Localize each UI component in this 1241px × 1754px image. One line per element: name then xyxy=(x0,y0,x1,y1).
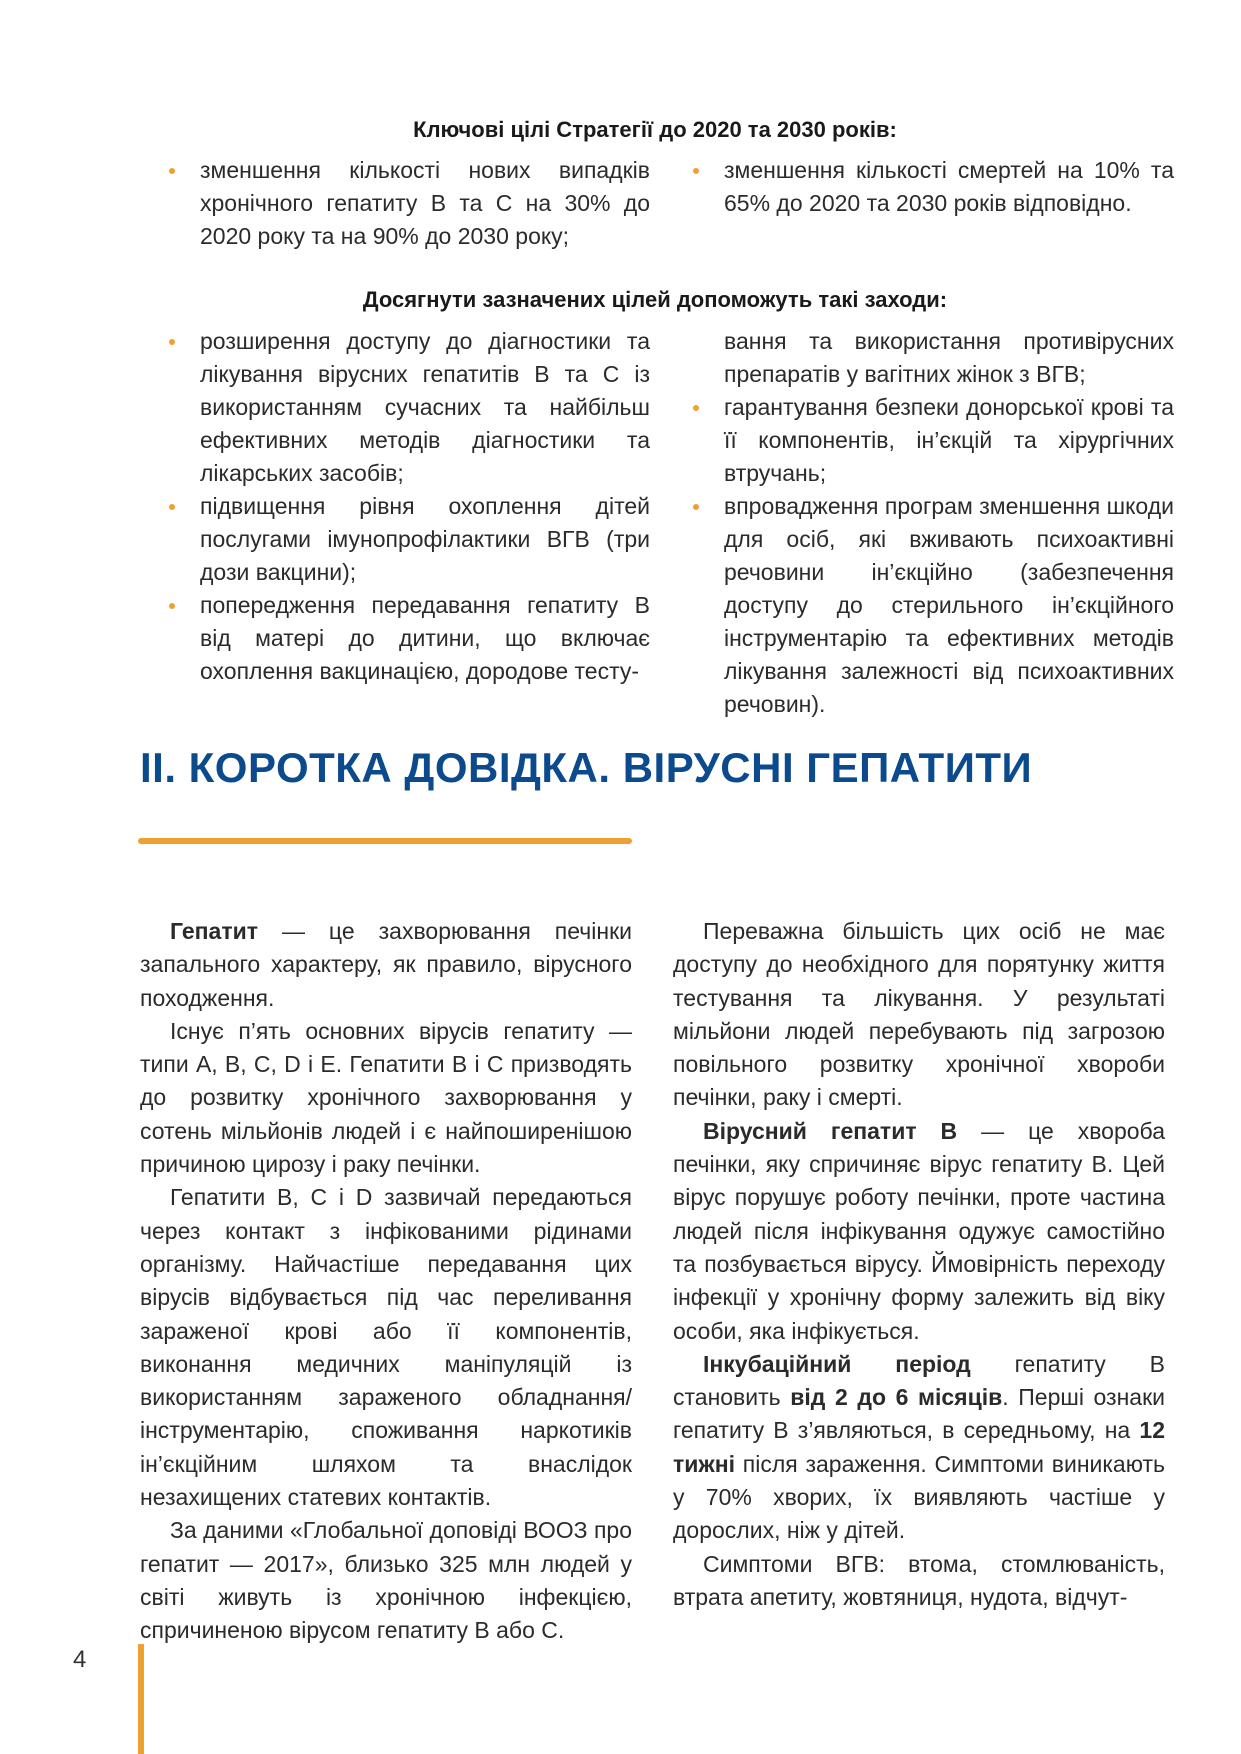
measures-left-column xyxy=(140,325,650,688)
term-hepatitis: Гепатит xyxy=(170,918,259,944)
chapter-title: ІІ. КОРОТКА ДОВІДКА. ВІРУСНІ ГЕПАТИТИ xyxy=(140,744,1033,791)
list-item: зменшення кількості нових випадків хронічного гепатиту В та С на 30% до 2020 року та на 90% до 2030 року; xyxy=(140,154,650,253)
list-item: підвищення рівня охоплення дітей послугами імунопрофілактики ВГВ (три дози вакцини); xyxy=(140,490,650,589)
page-number: 4 xyxy=(73,1646,87,1673)
list-item: зменшення кількості смертей на 10% та 65% до 2020 та 2030 років відповідно. xyxy=(664,154,1174,220)
paragraph: Інкубаційний період гепатиту В становить від 2 до 6 місяців. Перші ознаки гепатиту В з’являються, в середньому, на 12 тижні після зараження. Симптоми виникають у 70% хворих, їх виявляють частіше у дорослих, ніж у дітей. xyxy=(673,1350,1165,1544)
list-item: гарантування безпеки донорської крові та її компонентів, ін’єкцій та хірургічних втручань; xyxy=(664,391,1174,490)
paragraph: Гепатити В, С і D зазвичай передаються через контакт з інфікованими рідинами організму. Найчастіше передавання цих вірусів відбувається під час переливання зараженої крові або її компонентів, виконання медичних маніпуляцій із використанням зараженого обладнання/інструментарію, споживання наркотиків ін’єкційним шляхом та внаслідок незахищених статевих контактів. xyxy=(140,1184,632,1511)
list-item: впровадження програм зменшення шкоди для осіб, які вживають психоактивні речовини ін’єкційно (забезпечення доступу до стерильного ін’єкційного інструментарію та ефективних методів лікування залежності від психоактивних речовин). xyxy=(664,490,1174,721)
list-item: розширення доступу до діагностики та лікування вірусних гепатитів В та С із використанням сучасних та найбільш ефективних методів діагностики та лікарських засобів; xyxy=(140,325,650,490)
measures-heading: Досягнути зазначених цілей допоможуть такі заходи: xyxy=(362,287,948,312)
title-underline xyxy=(138,838,632,844)
term-hepatitis-b: Вірусний гепатит В xyxy=(703,1117,958,1144)
list-item: попередження передавання гепатиту В від матері до дитини, що включає охоплення вакцинацією, дородове тесту- xyxy=(140,589,650,688)
paragraph: Вірусний гепатит В — це хвороба печінки, яку спричиняє вірус гепатиту В. Цей вірус порушує роботу печінки, проте частина людей після інфікування одужує самостійно та позбувається вірусу. Ймовірність переходу інфекції у хронічну форму залежить від віку особи, яка інфікується. xyxy=(673,1117,1165,1344)
page-edge-rule xyxy=(138,1644,144,1754)
paragraph: Гепатит — це захворювання печінки запального характеру, як правило, вірусного походження. xyxy=(140,918,632,1011)
paragraph: За даними «Глобальної доповіді ВООЗ про гепатит — 2017», близько 325 млн людей у світі живуть із хронічною інфекцією, спричиненою вірусом гепатиту В або С. xyxy=(140,1517,632,1644)
term-incubation: Інкубаційний період xyxy=(703,1350,971,1377)
body-right-column xyxy=(673,915,1165,1614)
goals-heading: Ключові цілі Стратегії до 2020 та 2030 років: xyxy=(413,117,897,142)
goals-right-column xyxy=(664,154,1174,220)
goals-left-column xyxy=(140,154,650,253)
list-item-continuation: вання та використання противірусних препаратів у вагітних жінок з ВГВ; xyxy=(724,328,1174,387)
measures-right-column xyxy=(664,325,1174,721)
body-left-column xyxy=(140,915,632,1648)
paragraph: Переважна більшість цих осіб не має доступу до необхідного для порятунку життя тестування та лікування. У результаті мільйони людей перебувають під загрозою повільного розвитку хронічної хвороби печінки, раку і смерті. xyxy=(673,918,1165,1111)
paragraph: Симптоми ВГВ: втома, стомлюваність, втрата апетиту, жовтяниця, нудота, відчут- xyxy=(673,1550,1165,1610)
paragraph: Існує п’ять основних вірусів гепатиту — типи А, В, С, D і Е. Гепатити В і С призводять до розвитку хронічного захворювання у сотень мільйонів людей і є найпоширенішою причиною цирозу і раку печінки. xyxy=(140,1017,632,1178)
